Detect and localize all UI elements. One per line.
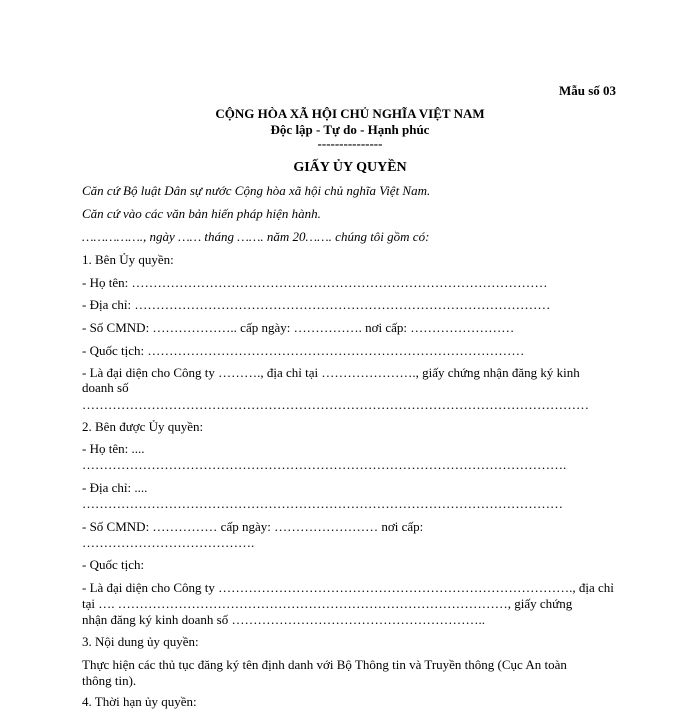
- legal-basis-1: Căn cứ Bộ luật Dân sự nước Cộng hòa xã hội chủ nghĩa Việt Nam.: [82, 183, 431, 198]
- principal-rep-line3: ………………………………………………………………………………………………………: [82, 397, 589, 412]
- principal-address: - Địa chỉ: ……………………………………………………………………………………: [82, 297, 551, 312]
- document-title: GIẤY ỦY QUYỀN: [293, 160, 407, 175]
- section1-heading: 1. Bên Ủy quyền:: [82, 252, 174, 267]
- agent-name-dots: ………………………………………………………………………………………………….: [82, 457, 567, 472]
- motto: Độc lập - Tự do - Hạnh phúc: [270, 122, 430, 137]
- form-number: Mẫu số 03: [558, 83, 616, 98]
- agent-nationality: - Quốc tịch:: [82, 557, 145, 572]
- agent-name: - Họ tên: ....: [82, 441, 145, 456]
- principal-nationality: - Quốc tịch: ……………………………………………………………………………: [82, 343, 525, 358]
- authorization-content-line1: Thực hiện các thủ tục đăng ký tên định danh với Bộ Thông tin và Truyền thông (Cục An toàn: [82, 657, 567, 672]
- agent-rep-line2: tại …. ………………………………………………………………………………, giấy chứng: [82, 596, 573, 611]
- date-line: ……………., ngày …… tháng ……. năm 20……. chúng tôi gồm có:: [82, 229, 430, 244]
- section3-heading: 3. Nội dung ủy quyền:: [82, 634, 199, 649]
- authorization-content-line2: thông tin).: [82, 673, 137, 688]
- principal-rep-line2: doanh số: [82, 380, 129, 395]
- agent-id-line1: - Số CMND: …………… cấp ngày: …………………… nơi cấp:: [82, 519, 424, 534]
- agent-address: - Địa chỉ: ....: [82, 480, 148, 495]
- section4-heading: 4. Thời hạn ủy quyền:: [82, 694, 197, 709]
- agent-rep-line1: - Là đại diện cho Công ty ………………………………………………………………………., địa chỉ: [82, 580, 614, 595]
- agent-id-line2: ………………………………….: [82, 535, 255, 550]
- agent-rep-line3: nhận đăng ký kinh doanh số …………………………………………………..: [82, 612, 485, 627]
- principal-id: - Số CMND: ……………….. cấp ngày: ……………. nơi cấp: ……………………: [82, 320, 515, 335]
- legal-basis-2: Căn cứ vào các văn bản hiến pháp hiện hành.: [82, 206, 321, 221]
- header-separator: ---------------: [317, 136, 383, 151]
- agent-address-dots: …………………………………………………………………………………………………: [82, 496, 563, 511]
- section2-heading: 2. Bên được Ủy quyền:: [82, 419, 204, 434]
- principal-rep-line1: - Là đại diện cho Công ty ………., địa chỉ tại …………………., giấy chứng nhận đăng ký kinh: [82, 365, 580, 380]
- principal-name: - Họ tên: ……………………………………………………………………………………: [82, 275, 548, 290]
- country-header: CỘNG HÒA XÃ HỘI CHỦ NGHĨA VIỆT NAM: [215, 106, 485, 121]
